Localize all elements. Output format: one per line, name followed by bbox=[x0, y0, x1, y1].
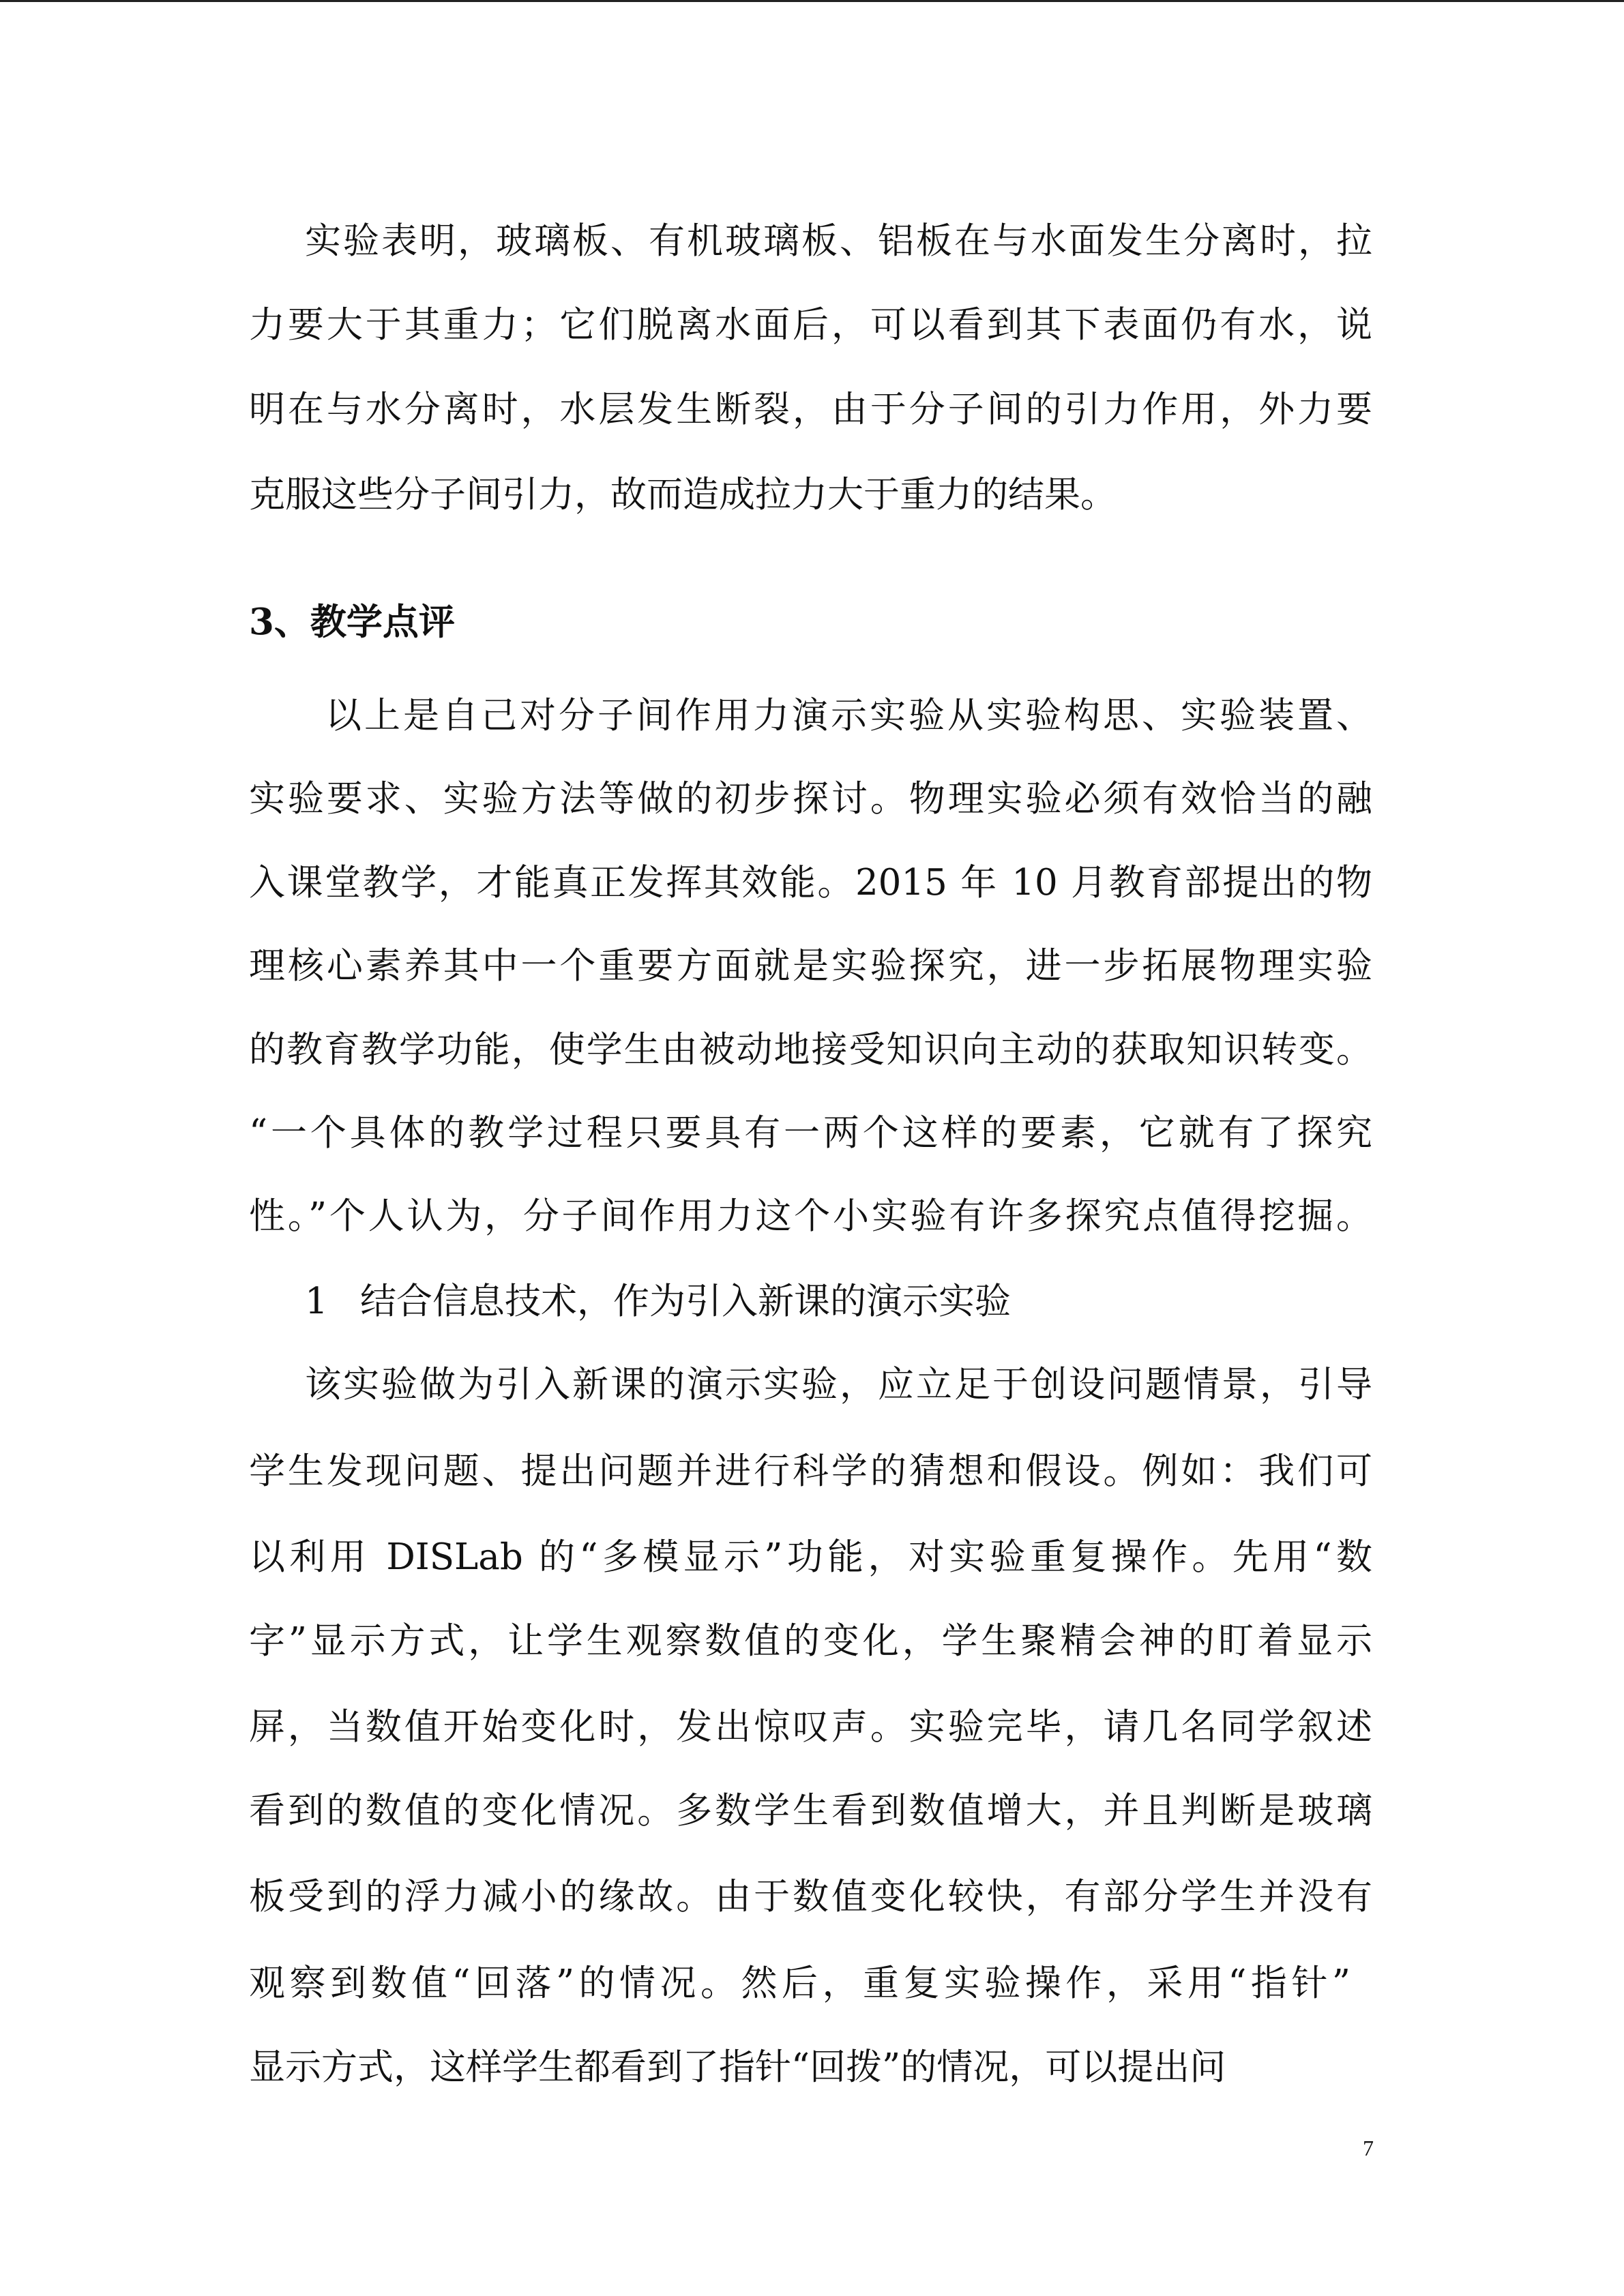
text-line: 观察到数值“回落”的情况。然后，重复实验操作，采用“指针” bbox=[249, 1963, 1350, 2004]
text-line: 学生发现问题、提出问题并进行科学的猜想和假设。例如：我们可 bbox=[249, 1450, 1372, 1492]
text-line: 的教育教学功能，使学生由被动地接受知识向主动的获取知识转变。 bbox=[249, 1029, 1372, 1071]
text-line: 理核心素养其中一个重要方面就是实验探究，进一步拓展物理实验 bbox=[249, 945, 1372, 987]
text-line: 看到的数值的变化情况。多数学生看到数值增大，并且判断是玻璃 bbox=[249, 1790, 1372, 1832]
list-item-number: 1 bbox=[305, 1281, 328, 1322]
section-heading: 3、教学点评 bbox=[249, 601, 455, 643]
text-line: 以利用 DISLab 的“多模显示”功能，对实验重复操作。先用“数 bbox=[249, 1536, 1372, 1578]
text-line: 明在与水分离时，水层发生断裂，由于分子间的引力作用，外力要 bbox=[249, 389, 1372, 430]
page-top-border bbox=[0, 0, 1624, 2]
text-line: 字”显示方式，让学生观察数值的变化，学生聚精会神的盯着显示 bbox=[249, 1620, 1372, 1662]
text-line: 实验要求、实验方法等做的初步探讨。物理实验必须有效恰当的融 bbox=[249, 778, 1372, 820]
text-line: 克服这些分子间引力，故而造成拉力大于重力的结果。 bbox=[249, 474, 1117, 516]
text-line: 力要大于其重力；它们脱离水面后，可以看到其下表面仍有水，说 bbox=[249, 304, 1372, 346]
text-line: 屏，当数值开始变化时，发出惊叹声。实验完毕，请几名同学叙述 bbox=[249, 1706, 1372, 1748]
list-item-text: 结合信息技术，作为引入新课的演示实验 bbox=[360, 1281, 1011, 1322]
text-line: “一个具体的教学过程只要具有一两个这样的要素，它就有了探究 bbox=[249, 1112, 1372, 1154]
text-line: 实验表明，玻璃板、有机玻璃板、铝板在与水面发生分离时，拉 bbox=[305, 220, 1372, 262]
text-line: 该实验做为引入新课的演示实验，应立足于创设问题情景，引导 bbox=[305, 1364, 1372, 1405]
page-number: 7 bbox=[1363, 2136, 1374, 2160]
text-line: 入课堂教学，才能真正发挥其效能。2015 年 10 月教育部提出的物 bbox=[249, 862, 1372, 904]
text-line: 性。”个人认为，分子间作用力这个小实验有许多探究点值得挖掘。 bbox=[249, 1195, 1372, 1237]
text-line: 以上是自己对分子间作用力演示实验从实验构思、实验装置、 bbox=[325, 695, 1372, 736]
text-line: 板受到的浮力减小的缘故。由于数值变化较快，有部分学生并没有 bbox=[249, 1876, 1372, 1918]
text-line: 显示方式，这样学生都看到了指针“回拨”的情况，可以提出问 bbox=[249, 2046, 1226, 2088]
